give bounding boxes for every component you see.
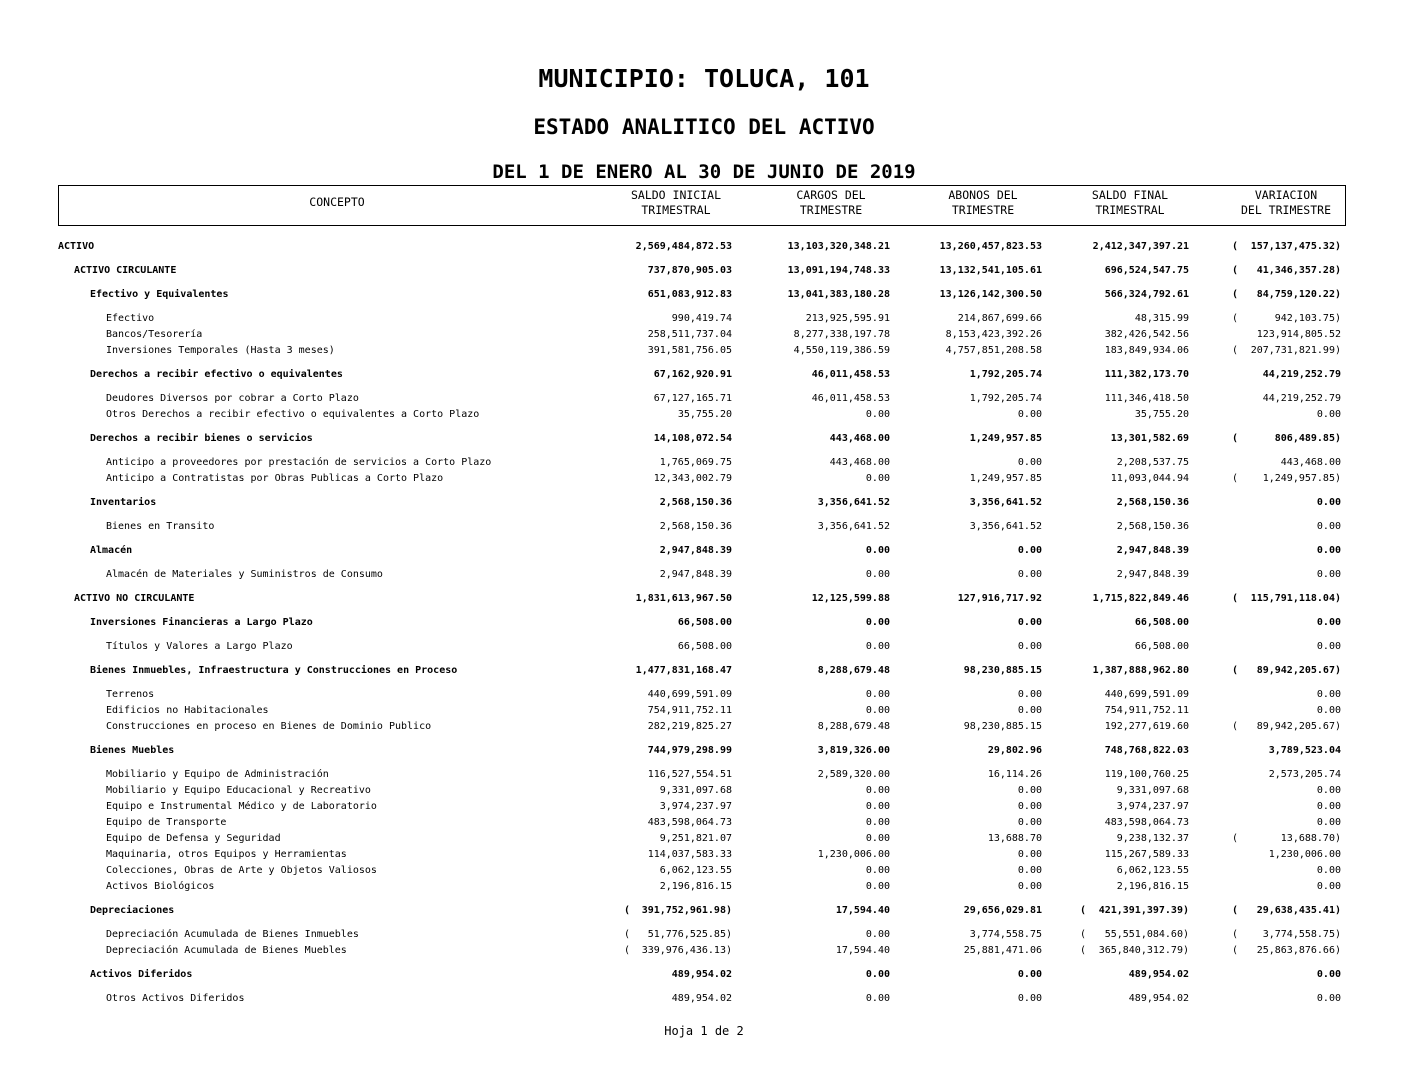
- cell-si: 990,419.74: [671, 313, 732, 324]
- cell-si: 2,947,848.39: [659, 569, 732, 580]
- row-label: Derechos a recibir bienes o servicios: [90, 433, 313, 444]
- cell-sf: 566,324,792.61: [1104, 289, 1189, 300]
- cell-ca: 17,594.40: [835, 945, 890, 956]
- cell-va: 25,863,876.66): [1256, 945, 1341, 956]
- cell-si: 116,527,554.51: [647, 769, 732, 780]
- table-row: [0, 391, 1408, 407]
- cell-sf: 3,974,237.97: [1116, 801, 1189, 812]
- row-label: Bienes Inmuebles, Infraestructura y Construcciones en Proceso: [90, 665, 458, 676]
- table-row: [0, 343, 1408, 359]
- table-row: [0, 943, 1408, 959]
- cell-ca: 46,011,458.53: [811, 393, 890, 404]
- cell-si: 737,870,905.03: [647, 265, 732, 276]
- cell-va: 0.00: [1316, 689, 1341, 700]
- cell-si: 2,569,484,872.53: [635, 241, 732, 252]
- cell-ca: 3,356,641.52: [817, 497, 890, 508]
- table-row: [0, 327, 1408, 343]
- row-label: Títulos y Valores a Largo Plazo: [106, 641, 293, 652]
- row-label: Anticipo a Contratistas por Obras Publicas a Corto Plazo: [106, 473, 444, 484]
- cell-si: 754,911,752.11: [647, 705, 732, 716]
- table-row: [0, 687, 1408, 703]
- cell-ab: 0.00: [1017, 801, 1042, 812]
- cell-ab: 1,249,957.85: [969, 473, 1042, 484]
- cell-ab: 0.00: [1017, 849, 1042, 860]
- table-row: [0, 567, 1408, 583]
- cell-sf: 9,238,132.37: [1116, 833, 1189, 844]
- cell-si: 67,127,165.71: [653, 393, 732, 404]
- table-row: [0, 815, 1408, 831]
- cell-ab: 0.00: [1017, 409, 1042, 420]
- page-number: Hoja 1 de 2: [664, 1024, 744, 1038]
- cell-sf: 115,267,589.33: [1104, 849, 1189, 860]
- cell-sf: 66,508.00: [1134, 617, 1189, 628]
- cell-ab: 29,656,029.81: [963, 905, 1042, 916]
- table-row: [0, 519, 1408, 535]
- cell-si: 9,331,097.68: [659, 785, 732, 796]
- cell-ab: 29,802.96: [987, 745, 1042, 756]
- cell-va: 207,731,821.99): [1250, 345, 1341, 356]
- cell-ab: 8,153,423,392.26: [945, 329, 1042, 340]
- cell-si: 2,196,816.15: [659, 881, 732, 892]
- cell-si: 12,343,002.79: [653, 473, 732, 484]
- column-header-variacion: VARIACION DEL TRIMESTRE: [1240, 188, 1331, 217]
- cell-ab: 1,792,205.74: [969, 393, 1042, 404]
- cell-si: 391,752,961.98): [641, 905, 732, 916]
- negative-paren: (: [1232, 721, 1239, 732]
- negative-paren: (: [1232, 593, 1239, 604]
- cell-ca: 0.00: [865, 473, 890, 484]
- negative-paren: (: [1232, 905, 1239, 916]
- row-label: Construcciones en proceso en Bienes de Dominio Publico: [106, 721, 432, 732]
- cell-sf: 48,315.99: [1134, 313, 1189, 324]
- cell-ab: 0.00: [1017, 881, 1042, 892]
- negative-paren: (: [1232, 345, 1239, 356]
- cell-ca: 0.00: [865, 705, 890, 716]
- table-row: [0, 783, 1408, 799]
- cell-sf: 1,387,888,962.80: [1092, 665, 1189, 676]
- cell-va: 84,759,120.22): [1256, 289, 1341, 300]
- cell-ab: 13,132,541,105.61: [939, 265, 1042, 276]
- cell-va: 0.00: [1316, 569, 1341, 580]
- row-label: Maquinaria, otros Equipos y Herramientas: [106, 849, 347, 860]
- cell-sf: 13,301,582.69: [1110, 433, 1189, 444]
- negative-paren: (: [1232, 313, 1239, 324]
- row-label: Edificios no Habitacionales: [106, 705, 269, 716]
- table-row: [0, 967, 1408, 983]
- row-label: ACTIVO NO CIRCULANTE: [74, 593, 195, 604]
- cell-va: 115,791,118.04): [1250, 593, 1341, 604]
- cell-va: 44,219,252.79: [1262, 369, 1341, 380]
- cell-ab: 0.00: [1017, 865, 1042, 876]
- cell-ab: 127,916,717.92: [957, 593, 1042, 604]
- cell-ab: 0.00: [1017, 993, 1042, 1004]
- table-row: [0, 407, 1408, 423]
- cell-sf: 2,947,848.39: [1116, 569, 1189, 580]
- table-row: [0, 847, 1408, 863]
- cell-ab: 0.00: [1017, 785, 1042, 796]
- column-header-concepto: CONCEPTO: [309, 195, 365, 209]
- cell-va: 0.00: [1316, 409, 1341, 420]
- cell-va: 0.00: [1316, 993, 1341, 1004]
- report-period: DEL 1 DE ENERO AL 30 DE JUNIO DE 2019: [492, 161, 916, 183]
- negative-paren: (: [1080, 945, 1087, 956]
- table-row: [0, 663, 1408, 679]
- cell-va: 3,789,523.04: [1268, 745, 1341, 756]
- negative-paren: (: [1232, 289, 1239, 300]
- cell-si: 6,062,123.55: [659, 865, 732, 876]
- report-title: MUNICIPIO: TOLUCA, 101: [538, 64, 870, 93]
- row-label: Depreciaciones: [90, 905, 175, 916]
- cell-ab: 214,867,699.66: [957, 313, 1042, 324]
- cell-ab: 1,792,205.74: [969, 369, 1042, 380]
- cell-va: 942,103.75): [1274, 313, 1341, 324]
- row-label: Terrenos: [106, 689, 155, 700]
- cell-ca: 443,468.00: [829, 433, 890, 444]
- row-label: Anticipo a proveedores por prestación de servicios a Corto Plazo: [106, 457, 492, 468]
- cell-sf: 365,840,312.79): [1098, 945, 1189, 956]
- table-row: [0, 831, 1408, 847]
- cell-ab: 13,688.70: [987, 833, 1042, 844]
- row-label: Efectivo y Equivalentes: [90, 289, 229, 300]
- row-label: Equipo de Transporte: [106, 817, 227, 828]
- cell-va: 0.00: [1316, 617, 1341, 628]
- cell-ca: 0.00: [865, 865, 890, 876]
- cell-ab: 3,356,641.52: [969, 521, 1042, 532]
- negative-paren: (: [1080, 905, 1087, 916]
- cell-si: 3,974,237.97: [659, 801, 732, 812]
- cell-va: 0.00: [1316, 785, 1341, 796]
- row-label: Almacén: [90, 545, 133, 556]
- row-label: Inversiones Temporales (Hasta 3 meses): [106, 345, 335, 356]
- cell-si: 9,251,821.07: [659, 833, 732, 844]
- cell-ca: 8,288,679.48: [817, 665, 890, 676]
- row-label: Derechos a recibir efectivo o equivalentes: [90, 369, 343, 380]
- cell-ca: 8,288,679.48: [817, 721, 890, 732]
- row-label: Depreciación Acumulada de Bienes Muebles: [106, 945, 347, 956]
- cell-va: 41,346,357.28): [1256, 265, 1341, 276]
- cell-si: 67,162,920.91: [653, 369, 732, 380]
- cell-ca: 13,041,383,180.28: [787, 289, 890, 300]
- cell-sf: 421,391,397.39): [1098, 905, 1189, 916]
- cell-va: 443,468.00: [1280, 457, 1341, 468]
- cell-ca: 0.00: [865, 833, 890, 844]
- cell-ca: 17,594.40: [835, 905, 890, 916]
- cell-ab: 0.00: [1017, 569, 1042, 580]
- cell-ab: 0.00: [1017, 817, 1042, 828]
- cell-va: 0.00: [1316, 801, 1341, 812]
- table-row: [0, 471, 1408, 487]
- negative-paren: (: [1080, 929, 1087, 940]
- row-label: Bancos/Tesorería: [106, 329, 203, 340]
- table-row: [0, 615, 1408, 631]
- cell-si: 35,755.20: [677, 409, 732, 420]
- table-row: [0, 703, 1408, 719]
- cell-ca: 0.00: [865, 569, 890, 580]
- cell-va: 0.00: [1316, 881, 1341, 892]
- row-label: Equipo de Defensa y Seguridad: [106, 833, 281, 844]
- cell-sf: 192,277,619.60: [1104, 721, 1189, 732]
- cell-ab: 0.00: [1017, 705, 1042, 716]
- cell-va: 2,573,205.74: [1268, 769, 1341, 780]
- row-label: Deudores Diversos por cobrar a Corto Plazo: [106, 393, 359, 404]
- cell-va: 3,774,558.75): [1262, 929, 1341, 940]
- cell-va: 89,942,205.67): [1256, 721, 1341, 732]
- table-row: [0, 287, 1408, 303]
- cell-ab: 16,114.26: [987, 769, 1042, 780]
- cell-sf: 183,849,934.06: [1104, 345, 1189, 356]
- cell-sf: 489,954.02: [1128, 993, 1189, 1004]
- row-label: Otros Derechos a recibir efectivo o equivalentes a Corto Plazo: [106, 409, 480, 420]
- row-label: ACTIVO CIRCULANTE: [74, 265, 177, 276]
- cell-sf: 119,100,760.25: [1104, 769, 1189, 780]
- cell-va: 0.00: [1316, 545, 1341, 556]
- row-label: Depreciación Acumulada de Bienes Inmuebles: [106, 929, 359, 940]
- cell-sf: 483,598,064.73: [1104, 817, 1189, 828]
- table-row: [0, 591, 1408, 607]
- cell-sf: 35,755.20: [1134, 409, 1189, 420]
- cell-va: 13,688.70): [1280, 833, 1341, 844]
- table-row: [0, 799, 1408, 815]
- cell-ab: 3,774,558.75: [969, 929, 1042, 940]
- negative-paren: (: [624, 929, 631, 940]
- row-label: Mobiliario y Equipo Educacional y Recreativo: [106, 785, 371, 796]
- cell-si: 1,477,831,168.47: [635, 665, 732, 676]
- cell-sf: 2,568,150.36: [1116, 521, 1189, 532]
- cell-si: 2,568,150.36: [659, 497, 732, 508]
- cell-ab: 0.00: [1017, 969, 1042, 980]
- cell-si: 2,947,848.39: [659, 545, 732, 556]
- cell-si: 651,083,912.83: [647, 289, 732, 300]
- negative-paren: (: [1232, 265, 1239, 276]
- cell-ca: 0.00: [865, 993, 890, 1004]
- negative-paren: (: [1232, 833, 1239, 844]
- cell-sf: 2,947,848.39: [1116, 545, 1189, 556]
- column-header-abonos: ABONOS DEL TRIMESTRE: [948, 188, 1018, 217]
- table-row: [0, 991, 1408, 1007]
- table-row: [0, 263, 1408, 279]
- negative-paren: (: [1232, 473, 1239, 484]
- cell-ca: 0.00: [865, 817, 890, 828]
- cell-ab: 13,260,457,823.53: [939, 241, 1042, 252]
- cell-si: 1,765,069.75: [659, 457, 732, 468]
- row-label: ACTIVO: [58, 241, 95, 252]
- cell-sf: 440,699,591.09: [1104, 689, 1189, 700]
- cell-sf: 66,508.00: [1134, 641, 1189, 652]
- cell-va: 29,638,435.41): [1256, 905, 1341, 916]
- cell-sf: 9,331,097.68: [1116, 785, 1189, 796]
- cell-si: 483,598,064.73: [647, 817, 732, 828]
- cell-ca: 0.00: [865, 545, 890, 556]
- row-label: Colecciones, Obras de Arte y Objetos Valiosos: [106, 865, 377, 876]
- cell-si: 440,699,591.09: [647, 689, 732, 700]
- cell-sf: 6,062,123.55: [1116, 865, 1189, 876]
- cell-ab: 4,757,851,208.58: [945, 345, 1042, 356]
- cell-va: 0.00: [1316, 817, 1341, 828]
- negative-paren: (: [1232, 929, 1239, 940]
- table-row: [0, 927, 1408, 943]
- negative-paren: (: [1232, 433, 1239, 444]
- table-row: [0, 543, 1408, 559]
- cell-ab: 3,356,641.52: [969, 497, 1042, 508]
- cell-sf: 111,382,173.70: [1104, 369, 1189, 380]
- cell-ca: 1,230,006.00: [817, 849, 890, 860]
- cell-sf: 55,551,084.60): [1104, 929, 1189, 940]
- cell-sf: 1,715,822,849.46: [1092, 593, 1189, 604]
- table-row: [0, 863, 1408, 879]
- table-row: [0, 239, 1408, 255]
- cell-va: 0.00: [1316, 497, 1341, 508]
- cell-ab: 98,230,885.15: [963, 665, 1042, 676]
- column-header-cargos: CARGOS DEL TRIMESTRE: [796, 188, 866, 217]
- cell-ab: 0.00: [1017, 641, 1042, 652]
- cell-ca: 0.00: [865, 929, 890, 940]
- cell-ca: 0.00: [865, 641, 890, 652]
- row-label: Almacén de Materiales y Suministros de Consumo: [106, 569, 383, 580]
- negative-paren: (: [1232, 665, 1239, 676]
- cell-ca: 8,277,338,197.78: [793, 329, 890, 340]
- cell-sf: 382,426,542.56: [1104, 329, 1189, 340]
- cell-va: 1,230,006.00: [1268, 849, 1341, 860]
- table-row: [0, 495, 1408, 511]
- cell-ca: 4,550,119,386.59: [793, 345, 890, 356]
- table-row: [0, 311, 1408, 327]
- column-header-saldo-final: SALDO FINAL TRIMESTRAL: [1091, 188, 1169, 217]
- cell-va: 44,219,252.79: [1262, 393, 1341, 404]
- negative-paren: (: [624, 945, 631, 956]
- cell-ab: 98,230,885.15: [963, 721, 1042, 732]
- cell-va: 0.00: [1316, 969, 1341, 980]
- cell-si: 489,954.02: [671, 969, 732, 980]
- cell-si: 66,508.00: [677, 641, 732, 652]
- cell-va: 0.00: [1316, 865, 1341, 876]
- cell-sf: 2,412,347,397.21: [1092, 241, 1189, 252]
- cell-sf: 754,911,752.11: [1104, 705, 1189, 716]
- row-label: Equipo e Instrumental Médico y de Laboratorio: [106, 801, 377, 812]
- cell-si: 2,568,150.36: [659, 521, 732, 532]
- cell-sf: 2,568,150.36: [1116, 497, 1189, 508]
- cell-si: 258,511,737.04: [647, 329, 732, 340]
- cell-sf: 696,524,547.75: [1104, 265, 1189, 276]
- row-label: Inversiones Financieras a Largo Plazo: [90, 617, 313, 628]
- table-row: [0, 879, 1408, 895]
- cell-ca: 13,091,194,748.33: [787, 265, 890, 276]
- cell-ca: 0.00: [865, 881, 890, 892]
- cell-ab: 0.00: [1017, 457, 1042, 468]
- cell-si: 14,108,072.54: [653, 433, 732, 444]
- cell-si: 339,976,436.13): [641, 945, 732, 956]
- cell-va: 0.00: [1316, 705, 1341, 716]
- negative-paren: (: [1232, 241, 1239, 252]
- cell-ab: 0.00: [1017, 545, 1042, 556]
- row-label: Bienes Muebles: [90, 745, 175, 756]
- row-label: Efectivo: [106, 313, 155, 324]
- table-row: [0, 639, 1408, 655]
- table-row: [0, 743, 1408, 759]
- cell-si: 66,508.00: [677, 617, 732, 628]
- cell-ab: 0.00: [1017, 617, 1042, 628]
- cell-sf: 111,346,418.50: [1104, 393, 1189, 404]
- row-label: Activos Diferidos: [90, 969, 193, 980]
- cell-si: 489,954.02: [671, 993, 732, 1004]
- cell-ca: 0.00: [865, 617, 890, 628]
- cell-va: 1,249,957.85): [1262, 473, 1341, 484]
- cell-ca: 0.00: [865, 409, 890, 420]
- cell-ca: 2,589,320.00: [817, 769, 890, 780]
- column-header-saldo-inicial: SALDO INICIAL TRIMESTRAL: [630, 188, 721, 217]
- table-row: [0, 455, 1408, 471]
- cell-sf: 11,093,044.94: [1110, 473, 1189, 484]
- cell-ab: 13,126,142,300.50: [939, 289, 1042, 300]
- cell-ca: 443,468.00: [829, 457, 890, 468]
- cell-ca: 12,125,599.88: [811, 593, 890, 604]
- cell-ca: 213,925,595.91: [805, 313, 890, 324]
- cell-ca: 0.00: [865, 801, 890, 812]
- cell-si: 391,581,756.05: [647, 345, 732, 356]
- cell-si: 744,979,298.99: [647, 745, 732, 756]
- cell-va: 0.00: [1316, 641, 1341, 652]
- cell-si: 1,831,613,967.50: [635, 593, 732, 604]
- cell-ab: 25,881,471.06: [963, 945, 1042, 956]
- cell-va: 89,942,205.67): [1256, 665, 1341, 676]
- column-header-box: [58, 185, 1346, 226]
- row-label: Mobiliario y Equipo de Administración: [106, 769, 329, 780]
- cell-ca: 0.00: [865, 785, 890, 796]
- row-label: Bienes en Transito: [106, 521, 215, 532]
- cell-si: 282,219,825.27: [647, 721, 732, 732]
- row-label: Activos Biológicos: [106, 881, 215, 892]
- cell-sf: 2,196,816.15: [1116, 881, 1189, 892]
- cell-ca: 3,819,326.00: [817, 745, 890, 756]
- cell-sf: 748,768,822.03: [1104, 745, 1189, 756]
- cell-va: 0.00: [1316, 521, 1341, 532]
- cell-ca: 0.00: [865, 689, 890, 700]
- row-label: Otros Activos Diferidos: [106, 993, 245, 1004]
- cell-si: 51,776,525.85): [647, 929, 732, 940]
- table-row: [0, 903, 1408, 919]
- cell-ab: 1,249,957.85: [969, 433, 1042, 444]
- negative-paren: (: [1232, 945, 1239, 956]
- table-row: [0, 767, 1408, 783]
- cell-ab: 0.00: [1017, 689, 1042, 700]
- cell-va: 123,914,805.52: [1256, 329, 1341, 340]
- cell-ca: 0.00: [865, 969, 890, 980]
- cell-ca: 13,103,320,348.21: [787, 241, 890, 252]
- cell-sf: 489,954.02: [1128, 969, 1189, 980]
- cell-va: 157,137,475.32): [1250, 241, 1341, 252]
- cell-ca: 3,356,641.52: [817, 521, 890, 532]
- table-row: [0, 431, 1408, 447]
- report-subtitle: ESTADO ANALITICO DEL ACTIVO: [533, 115, 875, 139]
- table-row: [0, 719, 1408, 735]
- negative-paren: (: [624, 905, 631, 916]
- cell-ca: 46,011,458.53: [811, 369, 890, 380]
- cell-va: 806,489.85): [1274, 433, 1341, 444]
- table-row: [0, 367, 1408, 383]
- row-label: Inventarios: [90, 497, 157, 508]
- cell-sf: 2,208,537.75: [1116, 457, 1189, 468]
- cell-si: 114,037,583.33: [647, 849, 732, 860]
